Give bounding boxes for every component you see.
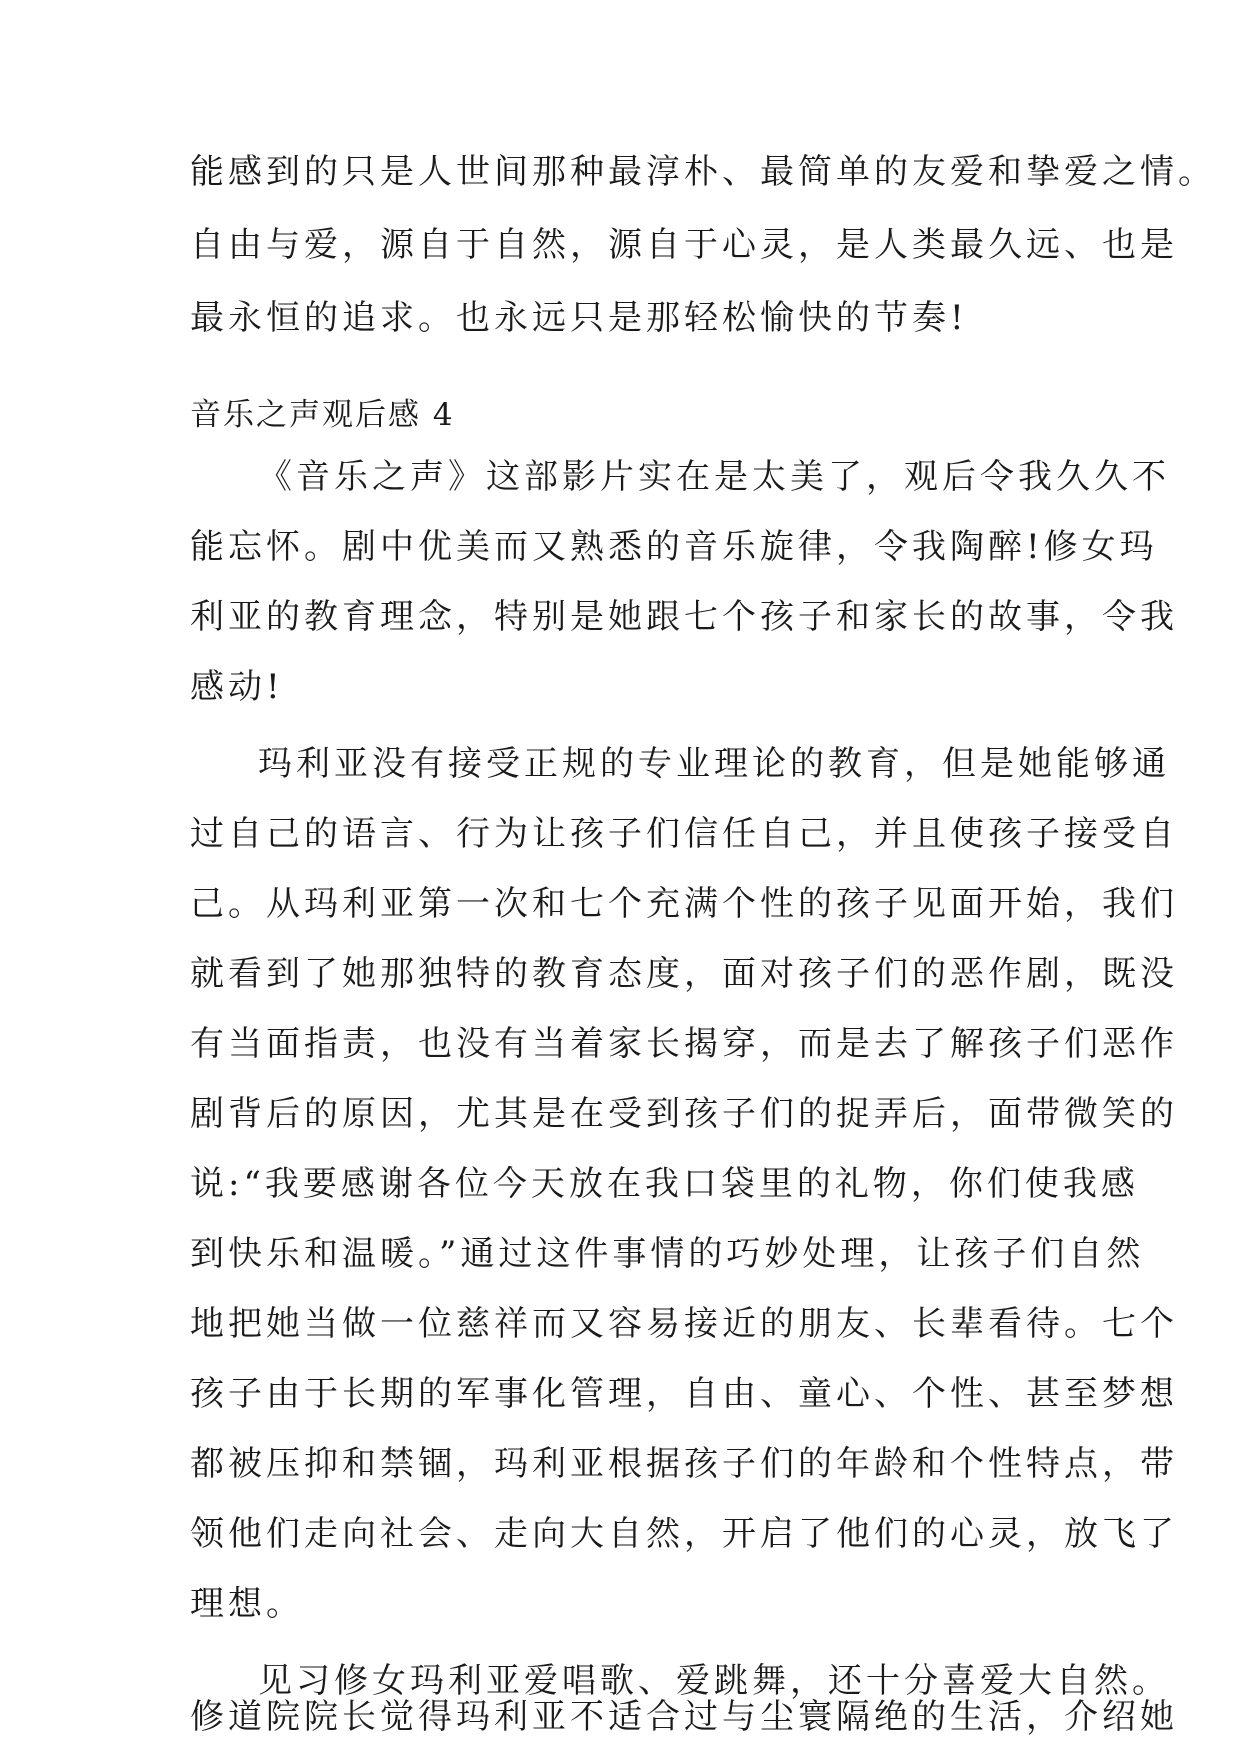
paragraph2-line-2: 过自己的语言、行为让孩子们信任自己，并且使孩子接受自 bbox=[190, 814, 1178, 854]
paragraph2-line-12: 领他们走向社会、走向大自然，开启了他们的心灵，放飞了 bbox=[190, 1514, 1178, 1554]
intro-line-2: 自由与爱，源自于自然，源自于心灵，是人类最久远、也是 bbox=[190, 225, 1178, 265]
paragraph2-line-5: 有当面指责，也没有当着家长揭穿，而是去了解孩子们恶作 bbox=[190, 1024, 1178, 1064]
paragraph2-line-9: 地把她当做一位慈祥而又容易接近的朋友、长辈看待。七个 bbox=[190, 1304, 1178, 1344]
paragraph2-line-1: 玛利亚没有接受正规的专业理论的教育，但是她能够通 bbox=[258, 744, 1170, 784]
paragraph2-line-4: 就看到了她那独特的教育态度，面对孩子们的恶作剧，既没 bbox=[190, 954, 1178, 994]
paragraph2-line-8: 到快乐和温暖。”通过这件事情的巧妙处理，让孩子们自然 bbox=[190, 1234, 1145, 1274]
paragraph2-line-3: 己。从玛利亚第一次和七个充满个性的孩子见面开始，我们 bbox=[190, 884, 1178, 924]
paragraph3-line-2: 修道院院长觉得玛利亚不适合过与尘寰隔绝的生活，介绍她 bbox=[190, 1697, 1178, 1737]
paragraph2-line-11: 都被压抑和禁锢，玛利亚根据孩子们的年龄和个性特点，带 bbox=[190, 1444, 1178, 1484]
intro-line-1: 能感到的只是人世间那种最淳朴、最简单的友爱和挚爱之情。 bbox=[190, 152, 1216, 192]
paragraph2-line-7: 说:“我要感谢各位今天放在我口袋里的礼物，你们使我感 bbox=[190, 1164, 1139, 1204]
paragraph1-line-3: 利亚的教育理念，特别是她跟七个孩子和家长的故事，令我 bbox=[190, 597, 1178, 637]
paragraph1-line-4: 感动! bbox=[190, 667, 284, 707]
intro-line-3: 最永恒的追求。也永远只是那轻松愉快的节奏! bbox=[190, 298, 968, 338]
paragraph3-line-1: 见习修女玛利亚爱唱歌、爱跳舞，还十分喜爱大自然。 bbox=[258, 1661, 1170, 1701]
paragraph1-line-2: 能忘怀。剧中优美而又熟悉的音乐旋律，令我陶醉!修女玛 bbox=[190, 527, 1158, 567]
section-heading: 音乐之声观后感 4 bbox=[190, 397, 455, 433]
paragraph1-line-1: 《音乐之声》这部影片实在是太美了，观后令我久久不 bbox=[258, 457, 1170, 497]
paragraph2-line-10: 孩子由于长期的军事化管理，自由、童心、个性、甚至梦想 bbox=[190, 1374, 1178, 1414]
paragraph2-line-6: 剧背后的原因，尤其是在受到孩子们的捉弄后，面带微笑的 bbox=[190, 1094, 1178, 1134]
paragraph2-line-13: 理想。 bbox=[190, 1584, 304, 1624]
